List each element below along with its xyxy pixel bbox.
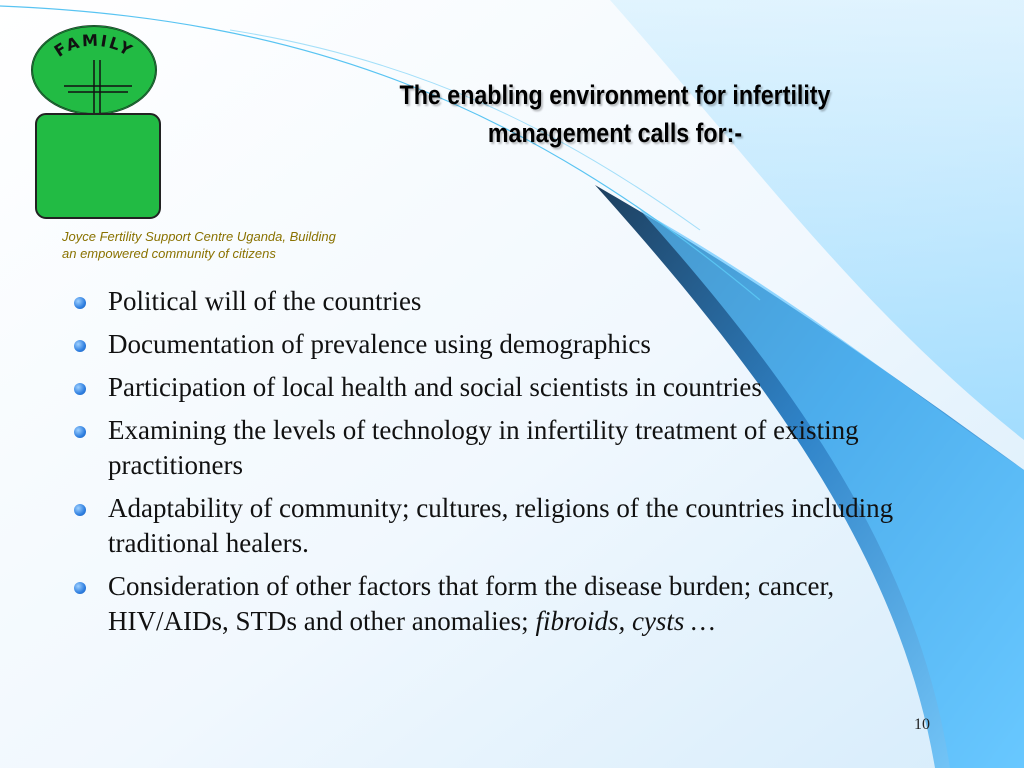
bullet-list bbox=[70, 284, 920, 647]
bullet-text: Documentation of prevalence using demographics bbox=[108, 329, 651, 359]
bullet-text: Political will of the countries bbox=[108, 286, 422, 316]
bullet-text: Consideration of other factors that form the disease burden; cancer, HIV/AIDs, STDs and other anomalies; bbox=[108, 571, 835, 636]
organization-caption bbox=[62, 228, 382, 262]
bullet-item bbox=[70, 413, 920, 483]
organization-caption-line2: an empowered community of citizens bbox=[62, 246, 276, 261]
family-logo bbox=[28, 18, 166, 226]
bullet-dot-icon bbox=[74, 504, 86, 516]
bullet-dot-icon bbox=[74, 297, 86, 309]
organization-caption-line1: Joyce Fertility Support Centre Uganda, Building bbox=[62, 229, 336, 244]
bullet-text: Adaptability of community; cultures, religions of the countries including traditional healers. bbox=[108, 493, 894, 558]
bullet-item bbox=[70, 491, 920, 561]
bullet-item bbox=[70, 284, 920, 319]
slide-title-line1: The enabling environment for infertility bbox=[399, 80, 831, 110]
slide-title bbox=[344, 76, 886, 152]
bullet-item bbox=[70, 327, 920, 362]
bullet-text: Examining the levels of technology in infertility treatment of existing practitioners bbox=[108, 415, 859, 480]
bullet-dot-icon bbox=[74, 426, 86, 438]
bullet-item bbox=[70, 569, 920, 639]
slide-title-line2: management calls for:- bbox=[487, 118, 743, 148]
bullet-italic-tail: fibroids, cysts … bbox=[535, 606, 716, 636]
bullet-dot-icon bbox=[74, 340, 86, 352]
bullet-dot-icon bbox=[74, 383, 86, 395]
logo-text: FAMILY bbox=[50, 30, 137, 61]
bullet-text: Participation of local health and social scientists in countries bbox=[108, 372, 762, 402]
bullet-dot-icon bbox=[74, 582, 86, 594]
page-number: 10 bbox=[914, 716, 930, 733]
bullet-item bbox=[70, 370, 920, 405]
